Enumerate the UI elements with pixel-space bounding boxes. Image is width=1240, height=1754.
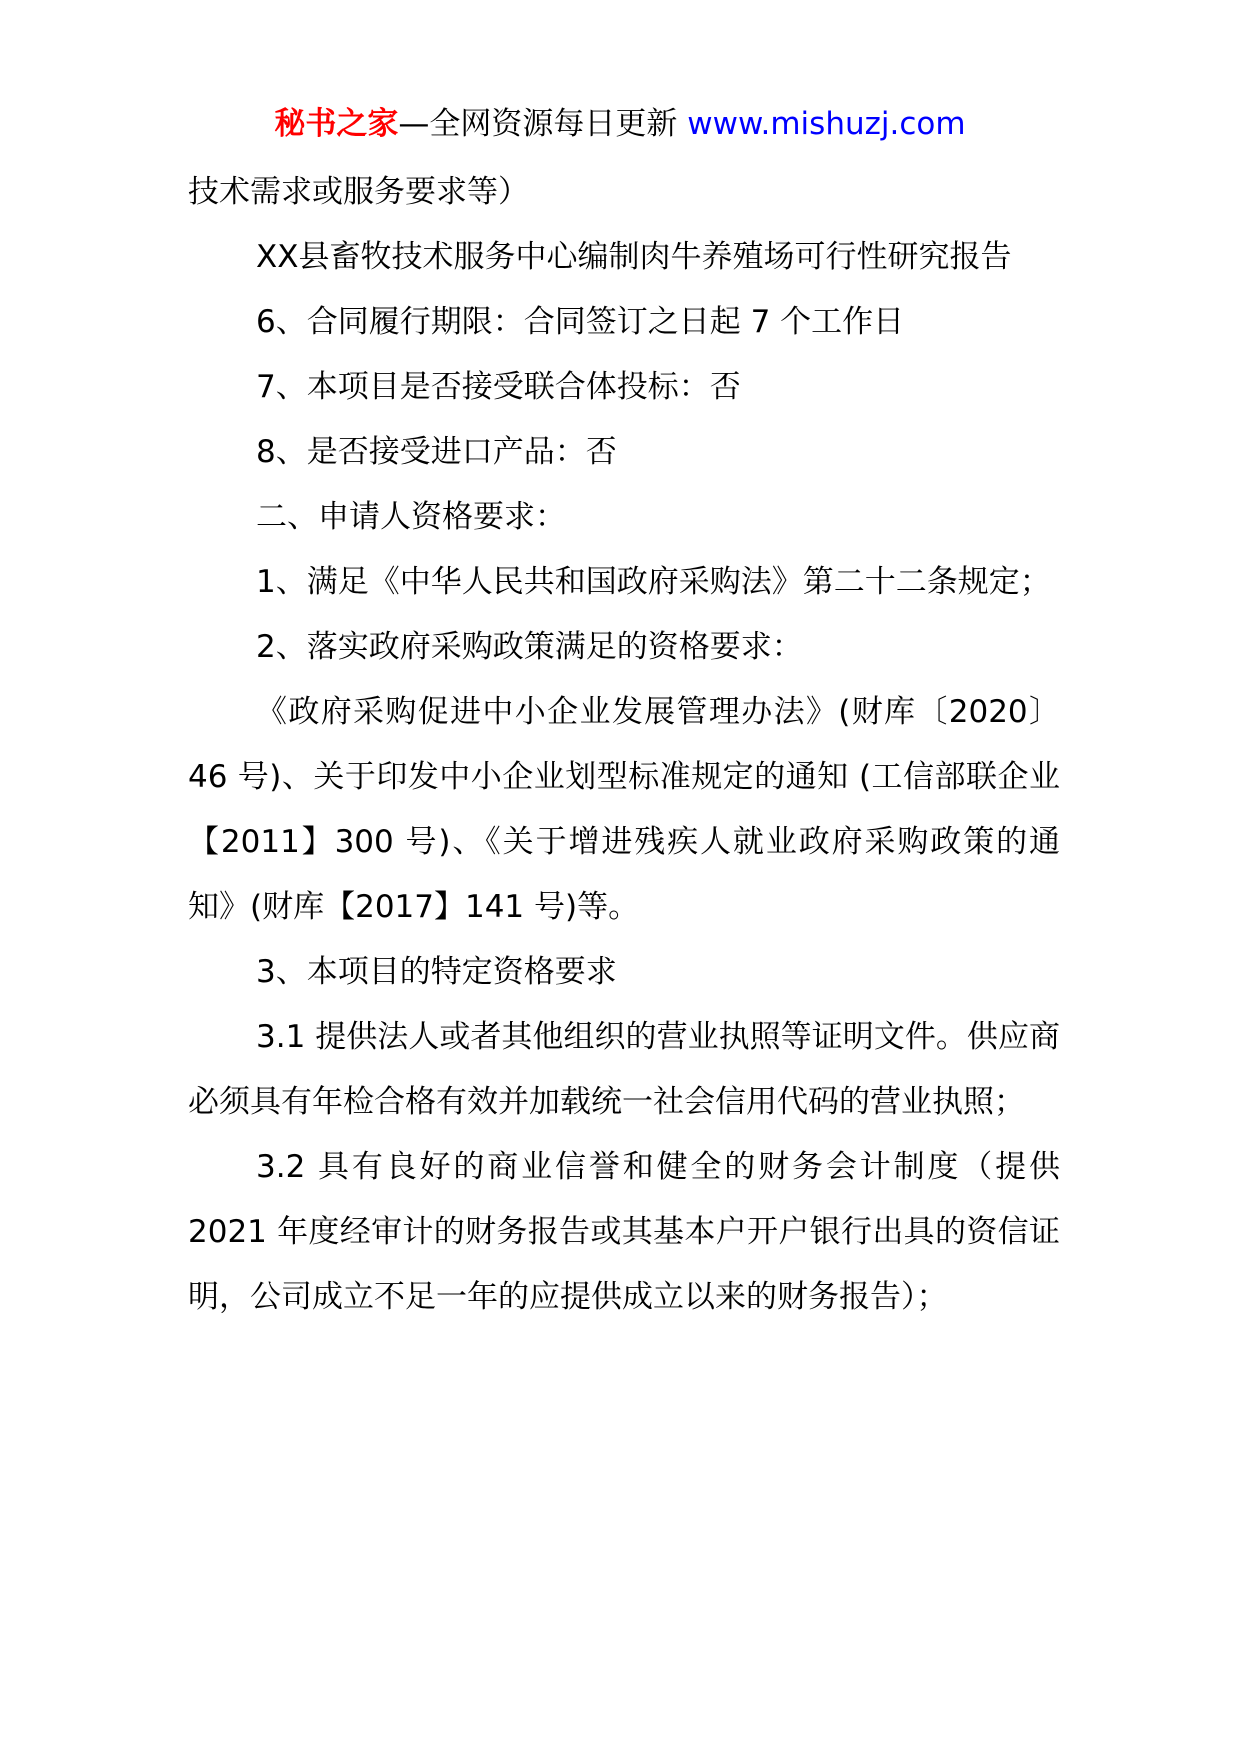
paragraph-project-name: XX县畜牧技术服务中心编制肉牛养殖场可行性研究报告 [256,239,1012,275]
document-body [188,160,1060,1330]
site-url-link[interactable]: www.mishuzj.com [687,106,966,142]
site-header [0,98,1240,150]
paragraph-consortium: 7、本项目是否接受联合体投标：否 [256,369,741,405]
header-tagline: —全网资源每日更新 [398,106,678,142]
paragraph-requirement-3-2: 3.2 具有良好的商业信誉和健全的财务会计制度（提供 2021 年度经审计的财务报告或其基本户开户银行出具的资信证明，公司成立不足一年的应提供成立以来的财务报告）； [188,1149,1060,1315]
paragraph-continuation: 技术需求或服务要求等） [188,174,529,210]
brand-name: 秘书之家 [274,106,399,142]
paragraph-requirement-3-1: 3.1 提供法人或者其他组织的营业执照等证明文件。供应商必须具有年检合格有效并加载统一社会信用代码的营业执照； [188,1019,1060,1120]
paragraph-requirement-1: 1、满足《中华人民共和国政府采购法》第二十二条规定； [256,564,1051,600]
paragraph-requirement-3: 3、本项目的特定资格要求 [256,954,617,990]
paragraph-imported-products: 8、是否接受进口产品：否 [256,434,617,470]
paragraph-policy-documents: 《政府采购促进中小企业发展管理办法》(财库〔2020〕46 号)、关于印发中小企业划型标准规定的通知 (工信部联企业【2011】300 号)、《关于增进残疾人就业政府采购政策的通知》(财库【2017】141 号)等。 [188,694,1060,925]
section-heading-qualifications: 二、申请人资格要求： [256,499,566,535]
paragraph-contract-period: 6、合同履行期限：合同签订之日起 7 个工作日 [256,304,905,340]
paragraph-requirement-2: 2、落实政府采购政策满足的资格要求： [256,629,803,665]
